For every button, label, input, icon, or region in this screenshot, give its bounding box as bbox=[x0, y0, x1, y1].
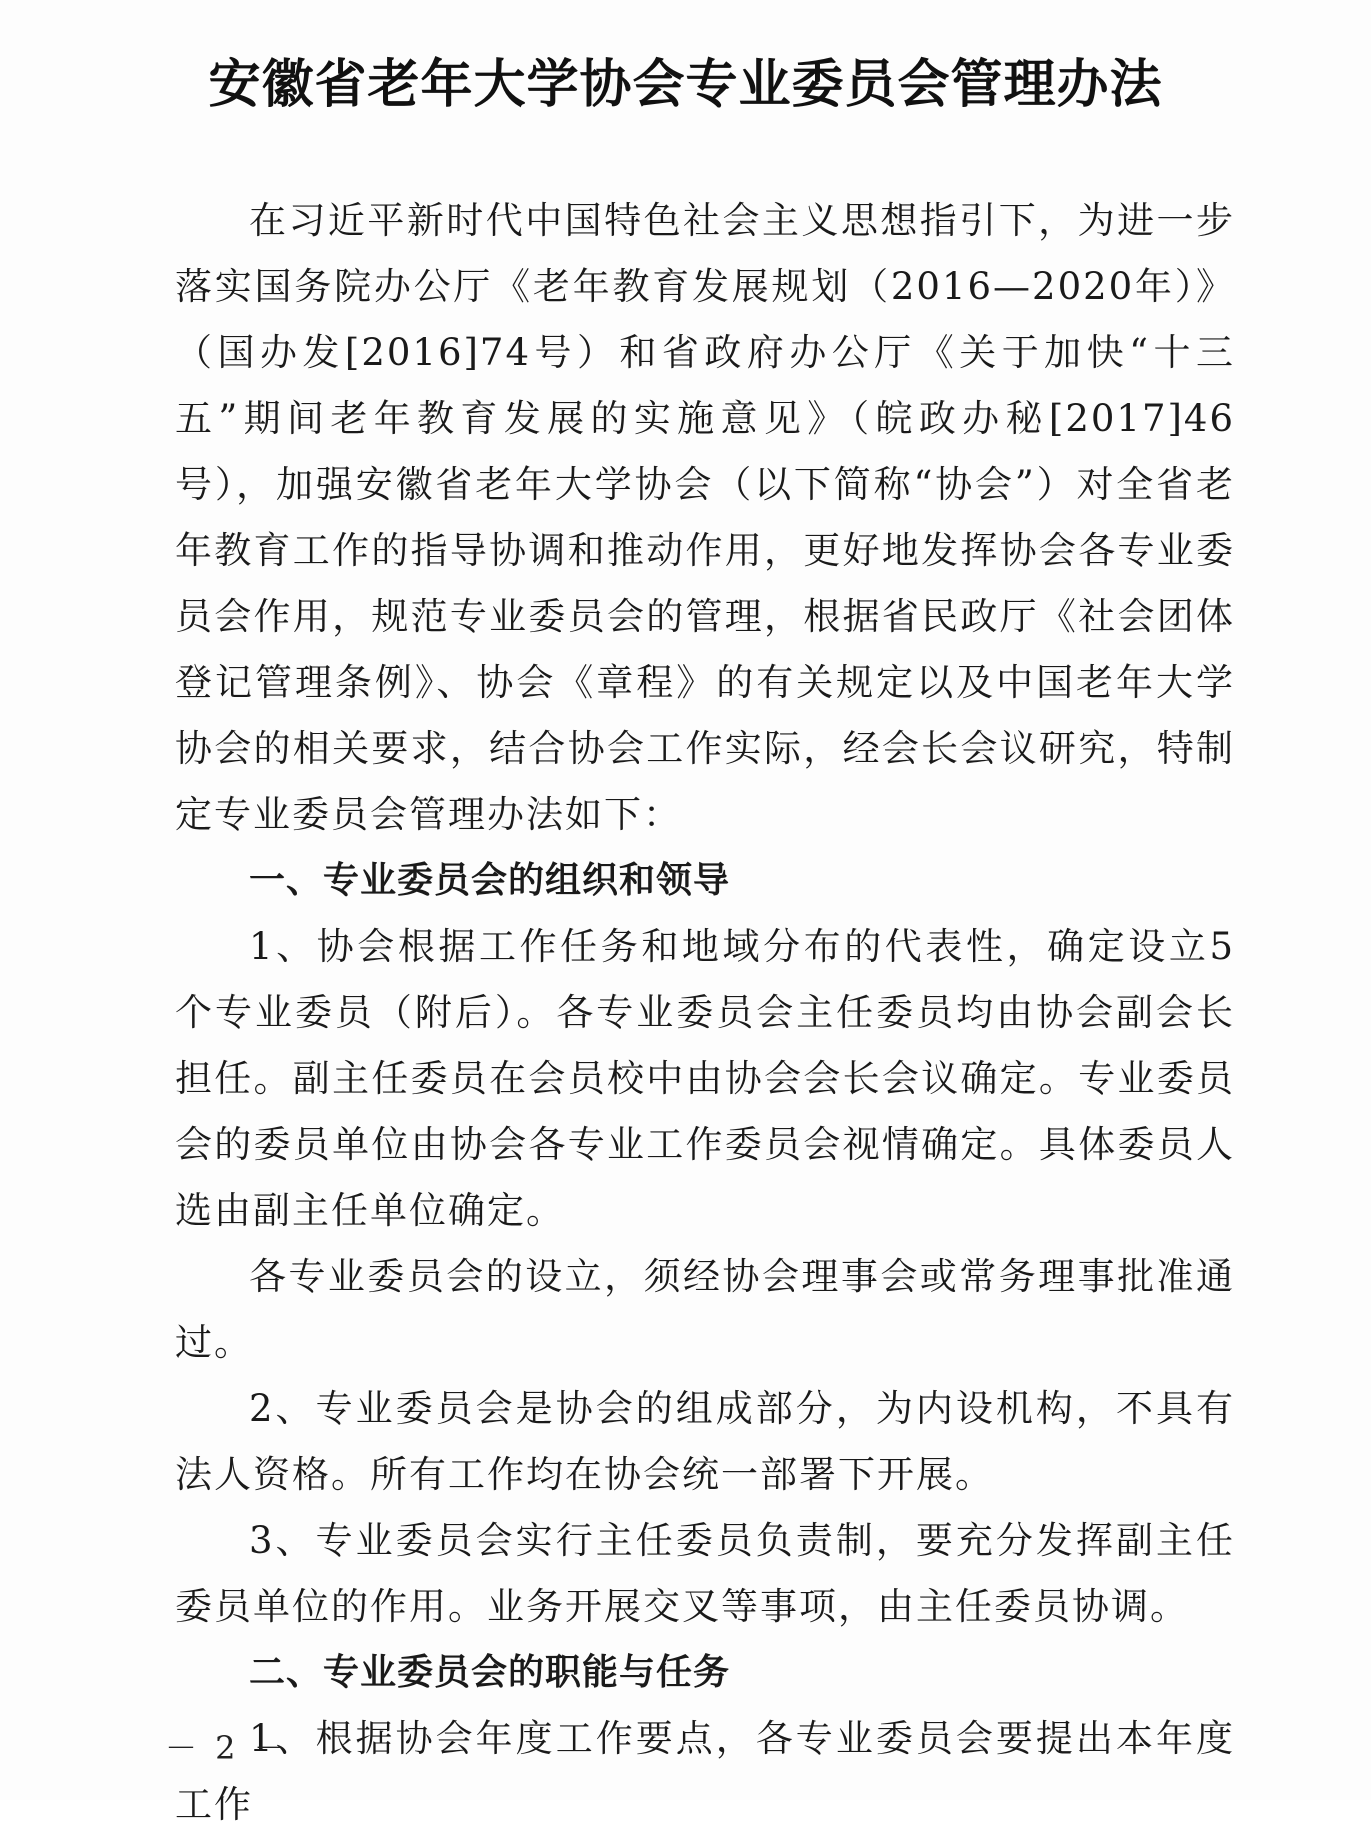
document-body bbox=[175, 188, 1235, 1838]
section-heading-1: 一、专业委员会的组织和领导 bbox=[249, 860, 731, 901]
section-heading-2: 二、专业委员会的职能与任务 bbox=[249, 1652, 731, 1693]
paragraph-1-1-note: 各专业委员会的设立，须经协会理事会或常务理事批准通过。 bbox=[175, 1255, 1235, 1364]
paragraph-1-3: 3、专业委员会实行主任委员负责制，要充分发挥副主任委员单位的作用。业务开展交叉等事项，由主任委员协调。 bbox=[175, 1519, 1235, 1628]
paragraph-1-1: 1、协会根据工作任务和地域分布的代表性，确定设立5个专业委员（附后）。各专业委员会主任委员均由协会副会长担任。副主任委员在会员校中由协会会长会议确定。专业委员会的委员单位由协会各专业工作委员会视情确定。具体委员人选由副主任单位确定。 bbox=[175, 925, 1235, 1232]
page-number: － 2 － bbox=[165, 1729, 290, 1767]
paragraph-1-2: 2、专业委员会是协会的组成部分，为内设机构，不具有法人资格。所有工作均在协会统一部署下开展。 bbox=[175, 1387, 1235, 1496]
paragraph-2-1: 1、根据协会年度工作要点，各专业委员会要提出本年度工作 bbox=[175, 1717, 1235, 1826]
intro-paragraph: 在习近平新时代中国特色社会主义思想指引下，为进一步落实国务院办公厅《老年教育发展规划（2016—2020年）》（国办发[2016]74号）和省政府办公厅《关于加快“十三五”期间老年教育发展的实施意见》（皖政办秘[2017]46号），加强安徽省老年大学协会（以下简称“协会”）对全省老年教育工作的指导协调和推动作用，更好地发挥协会各专业委员会作用，规范专业委员会的管理，根据省民政厅《社会团体登记管理条例》、协会《章程》的有关规定以及中国老年大学协会的相关要求，结合协会工作实际，经会长会议研究，特制定专业委员会管理办法如下： bbox=[175, 199, 1235, 836]
document-title: 安徽省老年大学协会专业委员会管理办法 bbox=[208, 55, 1163, 115]
